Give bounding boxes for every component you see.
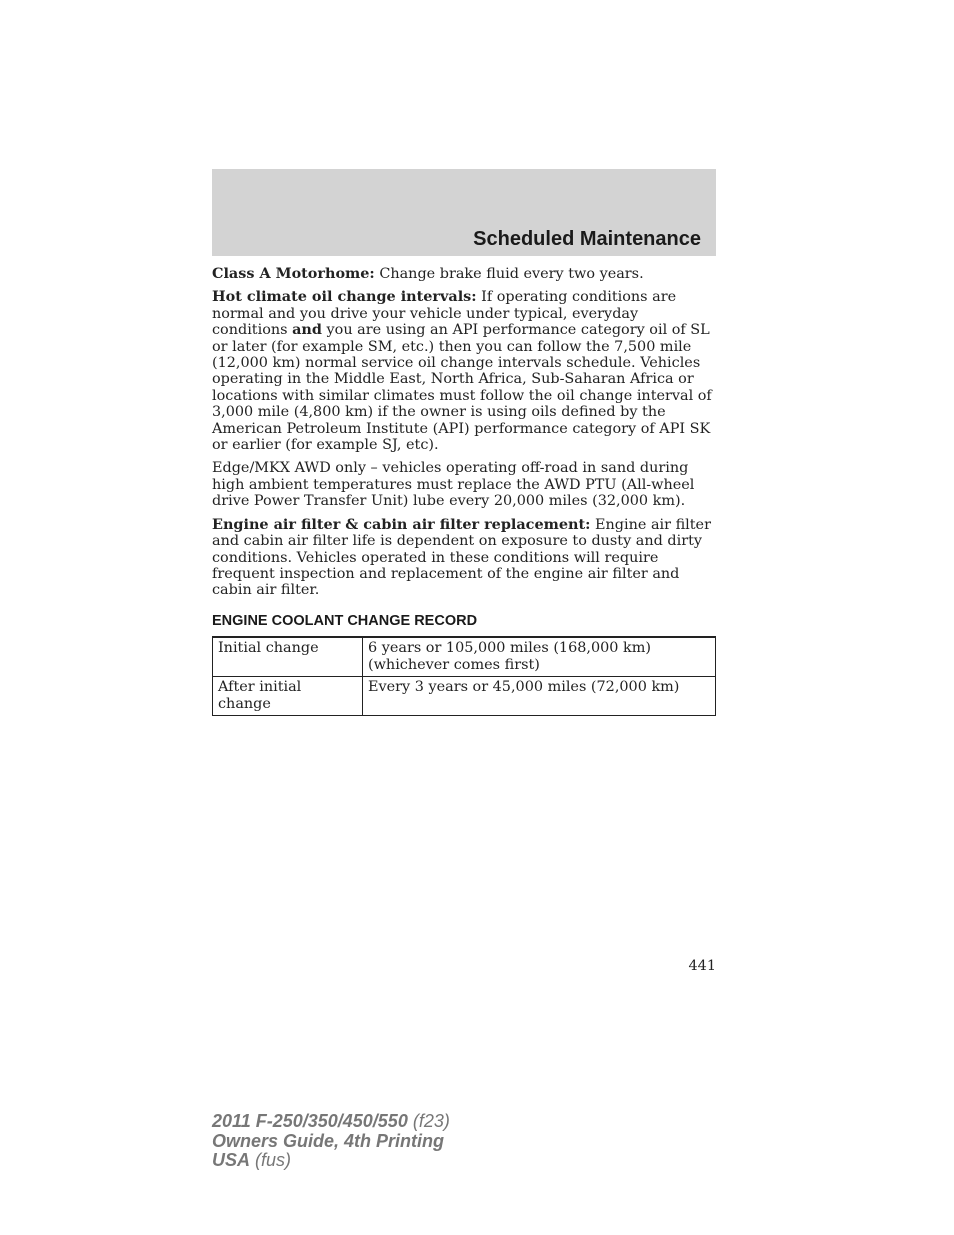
footer-region: USA <box>212 1150 251 1170</box>
paragraph-text: If operating conditions are normal and you drive your vehicle under typical, everyday conditions <box>212 289 677 339</box>
table-cell-value <box>363 637 716 677</box>
coolant-change-table <box>212 636 716 716</box>
paragraph-motorhome <box>212 266 718 282</box>
page-content <box>212 266 718 716</box>
paragraph-text: you are using an API performance category oil of SL or later (for example SM, etc.) then you can follow the 7,500 mile (12,000 km) normal service oil change intervals schedule. Vehicles operating in the Middle East, North Africa, Sub-Saharan Africa or locations with similar climates must follow the oil change interval of 3,000 mile (4,800 km) if the owner is using oils defined by the American Petroleum Institute (API) performance category of API SK or earlier (for example SJ, etc). <box>212 322 712 454</box>
table-cell-label: Initial change <box>213 637 363 677</box>
paragraph-hot-climate <box>212 289 718 453</box>
section-title: Scheduled Maintenance <box>473 228 701 250</box>
footer-line <box>212 1132 450 1152</box>
paragraph-emphasis: and <box>292 321 322 339</box>
paragraph-lead: Engine air filter & cabin air filter replacement: <box>212 515 591 533</box>
table-cell-value: Every 3 years or 45,000 miles (72,000 km) <box>363 677 716 716</box>
footer-line <box>212 1151 450 1171</box>
footer-guide: Owners Guide, 4th Printing <box>212 1130 445 1151</box>
paragraph-text: Edge/MKX AWD only – vehicles operating off-road in sand during high ambient temperatures must replace the AWD PTU (All-wheel drive Power Transfer Unit) lube every 20,000 miles (32,000 km). <box>212 460 695 510</box>
footer-line <box>212 1112 450 1132</box>
table-cell-line: (whichever comes first) <box>368 657 540 674</box>
paragraph-text: Change brake fluid every two years. <box>374 266 644 282</box>
page-number: 441 <box>688 958 716 974</box>
table-row <box>213 677 716 716</box>
table-cell-line: 6 years or 105,000 miles (168,000 km) <box>368 640 651 657</box>
document-footer <box>212 1112 450 1171</box>
paragraph-edge-mkx <box>212 460 718 509</box>
footer-code: (fus) <box>250 1150 292 1170</box>
paragraph-lead: Class A Motorhome: <box>212 265 375 282</box>
coolant-section-heading: ENGINE COOLANT CHANGE RECORD <box>212 612 478 629</box>
table-row <box>213 637 716 677</box>
section-header-band <box>212 169 716 256</box>
paragraph-lead: Hot climate oil change intervals: <box>212 288 477 306</box>
table-cell-label: After initial change <box>213 677 363 716</box>
paragraph-text: Engine air filter and cabin air filter life is dependent on exposure to dusty and dirty conditions. Vehicles operated in these conditions will require frequent inspection and replacement of the engine air filter and cabin air filter. <box>212 516 711 599</box>
paragraph-air-filter <box>212 517 718 599</box>
footer-model: 2011 F-250/350/450/550 <box>212 1111 408 1131</box>
footer-code: (f23) <box>407 1111 450 1131</box>
